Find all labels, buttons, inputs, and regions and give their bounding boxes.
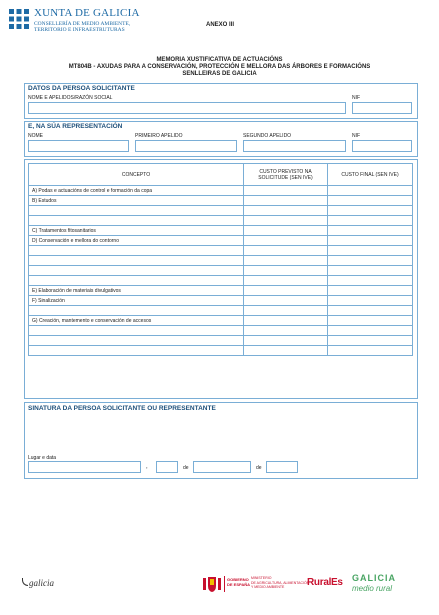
rurales-logo: RuralEs [307, 577, 343, 588]
cost-previsto-cell[interactable] [244, 186, 328, 196]
cost-previsto-cell[interactable] [244, 316, 328, 326]
nif-label: NIF [352, 95, 361, 101]
ministry-line-1: MINISTERIO [251, 576, 272, 580]
col-concepto-header: CONCEPTO [29, 164, 244, 186]
galicia-medio-rural-logo [352, 573, 422, 593]
table-row [29, 246, 413, 256]
cost-final-cell[interactable] [328, 346, 413, 356]
galicia-swoosh-icon [22, 578, 28, 586]
cost-final-cell[interactable] [328, 226, 413, 236]
spain-coat-of-arms-icon [203, 575, 221, 593]
cost-final-cell[interactable] [328, 186, 413, 196]
concept-cell [29, 246, 244, 256]
galicia-footer-logo [22, 578, 54, 588]
table-row [29, 276, 413, 286]
table-row [29, 286, 413, 296]
col-previsto-header: CUSTO PREVISTO NA SOLICITUDE (SEN IVE) [244, 164, 328, 186]
cost-previsto-cell[interactable] [244, 266, 328, 276]
comma-separator: , [146, 464, 148, 470]
costs-table [28, 163, 413, 356]
spain-government-logo [203, 573, 310, 595]
title-line-3: SENLLEIRAS DE GALICIA [182, 71, 257, 77]
de-label-1: de [183, 465, 189, 471]
cost-previsto-cell[interactable] [244, 216, 328, 226]
concept-cell: A) Podas e actuacións de control e formación da copa [29, 186, 244, 196]
cost-previsto-cell[interactable] [244, 196, 328, 206]
title-line-1: MEMORIA XUSTIFICATIVA DE ACTUACIÓNS [156, 57, 283, 63]
rep-nif-label: NIF [352, 133, 361, 139]
cost-previsto-cell[interactable] [244, 276, 328, 286]
table-row [29, 236, 413, 246]
cost-final-cell[interactable] [328, 296, 413, 306]
table-row [29, 266, 413, 276]
concept-cell: G) Creación, mantemento e conservación de accesos [29, 316, 244, 326]
concept-cell: C) Tratamentos fitosanitarios [29, 226, 244, 236]
ministry-line-3: Y MEDIO AMBIENTE [251, 585, 285, 589]
table-row [29, 306, 413, 316]
cost-final-cell[interactable] [328, 326, 413, 336]
org-name: XUNTA DE GALICIA [34, 7, 140, 19]
concept-cell: D) Conservación e mellora do contorno [29, 236, 244, 246]
cost-previsto-cell[interactable] [244, 226, 328, 236]
rep-segundo-field[interactable] [243, 140, 346, 152]
cost-final-cell[interactable] [328, 246, 413, 256]
table-header-row [29, 164, 413, 186]
dept-line-2: TERRITORIO E INFRAESTRUTURAS [34, 27, 125, 33]
table-row [29, 186, 413, 196]
rep-primeiro-field[interactable] [135, 140, 237, 152]
place-field[interactable] [28, 461, 141, 473]
galicia-rural-line-1: GALICIA [352, 573, 396, 583]
table-row [29, 206, 413, 216]
concept-cell [29, 206, 244, 216]
dept-line-1: CONSELLERÍA DE MEDIO AMBIENTE, [34, 21, 131, 27]
rep-nome-label: NOME [28, 133, 43, 139]
cost-final-cell[interactable] [328, 336, 413, 346]
cost-previsto-cell[interactable] [244, 246, 328, 256]
concept-cell: E) Elaboración de materiais divulgativos [29, 286, 244, 296]
table-row [29, 196, 413, 206]
document-title [0, 57, 439, 78]
cost-previsto-cell[interactable] [244, 236, 328, 246]
cost-previsto-cell[interactable] [244, 326, 328, 336]
concept-cell [29, 276, 244, 286]
year-field[interactable] [266, 461, 298, 473]
cost-final-cell[interactable] [328, 276, 413, 286]
cost-previsto-cell[interactable] [244, 346, 328, 356]
concept-cell [29, 306, 244, 316]
table-row [29, 216, 413, 226]
cost-final-cell[interactable] [328, 196, 413, 206]
applicant-section-title: DATOS DA PERSOA SOLICITANTE [28, 85, 135, 92]
ministry-line-2: DE AGRICULTURA, ALIMENTACIÓN [251, 580, 310, 585]
cost-previsto-cell[interactable] [244, 306, 328, 316]
representative-section-title: E, NA SÚA REPRESENTACIÓN [28, 123, 123, 130]
cost-previsto-cell[interactable] [244, 286, 328, 296]
concept-cell [29, 336, 244, 346]
cost-previsto-cell[interactable] [244, 206, 328, 216]
concept-cell [29, 266, 244, 276]
galicia-rural-line-2: medio rural [352, 584, 393, 593]
col-final-header: CUSTO FINAL (SEN IVE) [328, 164, 413, 186]
table-row [29, 326, 413, 336]
month-field[interactable] [193, 461, 251, 473]
concept-cell: F) Sinalización [29, 296, 244, 306]
concept-cell [29, 256, 244, 266]
de-label-2: de [256, 465, 262, 471]
xunta-cross-icon [8, 8, 30, 30]
cost-final-cell[interactable] [328, 236, 413, 246]
cost-final-cell[interactable] [328, 256, 413, 266]
name-field[interactable] [28, 102, 346, 114]
cost-final-cell[interactable] [328, 286, 413, 296]
concept-cell [29, 326, 244, 336]
cost-final-cell[interactable] [328, 266, 413, 276]
title-line-2: MT804B - AXUDAS PARA A CONSERVACIÓN, PROTECCIÓN E MELLORA DAS ÁRBORES E FORMACIÓNS [68, 64, 371, 70]
cost-previsto-cell[interactable] [244, 296, 328, 306]
annex-label: ANEXO III [206, 22, 235, 28]
gov-line-1: GOBIERNO [227, 577, 249, 582]
rep-nif-field[interactable] [352, 140, 412, 152]
table-row [29, 316, 413, 326]
nif-field[interactable] [352, 102, 412, 114]
cost-previsto-cell[interactable] [244, 256, 328, 266]
signature-section-title: SINATURA DA PERSOA SOLICITANTE OU REPRESENTANTE [28, 405, 216, 412]
table-row [29, 346, 413, 356]
name-label: NOME E APELIDOS/RAZÓN SOCIAL [28, 95, 113, 101]
table-row [29, 296, 413, 306]
cost-final-cell[interactable] [328, 216, 413, 226]
place-date-label: Lugar e data [28, 455, 57, 461]
cost-final-cell[interactable] [328, 316, 413, 326]
cost-final-cell[interactable] [328, 206, 413, 216]
cost-final-cell[interactable] [328, 306, 413, 316]
concept-cell [29, 216, 244, 226]
day-field[interactable] [156, 461, 178, 473]
xunta-logo [8, 6, 140, 40]
table-row [29, 256, 413, 266]
cost-previsto-cell[interactable] [244, 336, 328, 346]
galicia-logo-text: galicia [29, 578, 54, 588]
rep-nome-field[interactable] [28, 140, 129, 152]
rep-primeiro-label: PRIMEIRO APELIDO [135, 133, 183, 139]
table-row [29, 336, 413, 346]
gov-line-2: DE ESPAÑA [227, 582, 251, 587]
concept-cell: B) Estudos [29, 196, 244, 206]
concept-cell [29, 346, 244, 356]
rep-segundo-label: SEGUNDO APELIDO [243, 133, 292, 139]
table-row [29, 226, 413, 236]
